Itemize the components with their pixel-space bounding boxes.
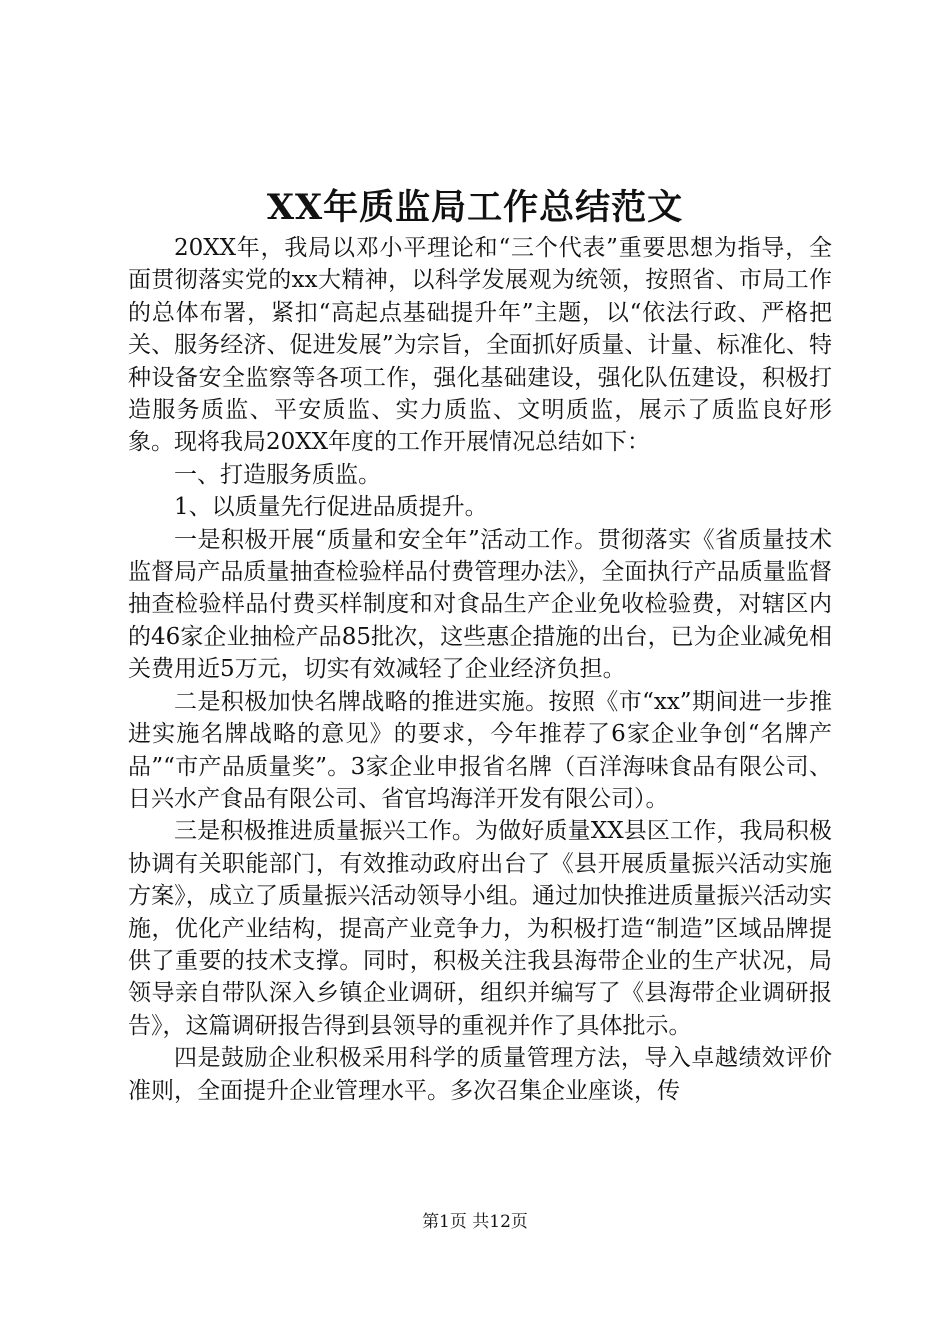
document-body bbox=[128, 232, 832, 1107]
page-number-footer: 第1页 共12页 bbox=[422, 1212, 528, 1232]
paragraph-item-2: 二是积极加快名牌战略的推进实施。按照《市“xx”期间进一步推进实施名牌战略的意见》的要求，今年推荐了6家企业争创“名牌产品”“市产品质量奖”。3家企业申报省名牌（百洋海味食品有限公司、日兴水产食品有限公司、省官坞海洋开发有限公司）。 bbox=[128, 688, 832, 812]
paragraph-intro: 20XX年，我局以邓小平理论和“三个代表”重要思想为指导，全面贯彻落实党的xx大精神，以科学发展观为统领，按照省、市局工作的总体布署，紧扣“高起点基础提升年”主题，以“依法行政、严格把关、服务经济、促进发展”为宗旨，全面抓好质量、计量、标准化、特种设备安全监察等各项工作，强化基础建设，强化队伍建设，积极打造服务质监、平安质监、实力质监、文明质监，展示了质监良好形象。现将我局20XX年度的工作开展情况总结如下： bbox=[128, 235, 832, 456]
paragraph-item-4: 四是鼓励企业积极采用科学的质量管理方法，导入卓越绩效评价准则，全面提升企业管理水平。多次召集企业座谈，传 bbox=[128, 1045, 832, 1104]
paragraph-subsection-heading: 1、以质量先行促进品质提升。 bbox=[174, 494, 488, 521]
document-title: XX年质监局工作总结范文 bbox=[266, 187, 684, 228]
paragraph-item-1: 一是积极开展“质量和安全年”活动工作。贯彻落实《省质量技术监督局产品质量抽查检验样品付费管理办法》，全面执行产品质量监督抽查检验样品付费买样制度和对食品生产企业免收检验费，对辖区内的46家企业抽检产品85批次，这些惠企措施的出台，已为企业减免相关费用近5万元，切实有效减轻了企业经济负担。 bbox=[128, 526, 832, 683]
paragraph-item-3: 三是积极推进质量振兴工作。为做好质量XX县区工作，我局积极协调有关职能部门，有效推动政府出台了《县开展质量振兴活动实施方案》，成立了质量振兴活动领导小组。通过加快推进质量振兴活动实施，优化产业结构，提高产业竞争力，为积极打造“制造”区域品牌提供了重要的技术支撑。同时，积极关注我县海带企业的生产状况，局领导亲自带队深入乡镇企业调研，组织并编写了《县海带企业调研报告》，这篇调研报告得到县领导的重视并作了具体批示。 bbox=[128, 818, 832, 1039]
paragraph-section-heading: 一、打造服务质监。 bbox=[174, 461, 381, 488]
